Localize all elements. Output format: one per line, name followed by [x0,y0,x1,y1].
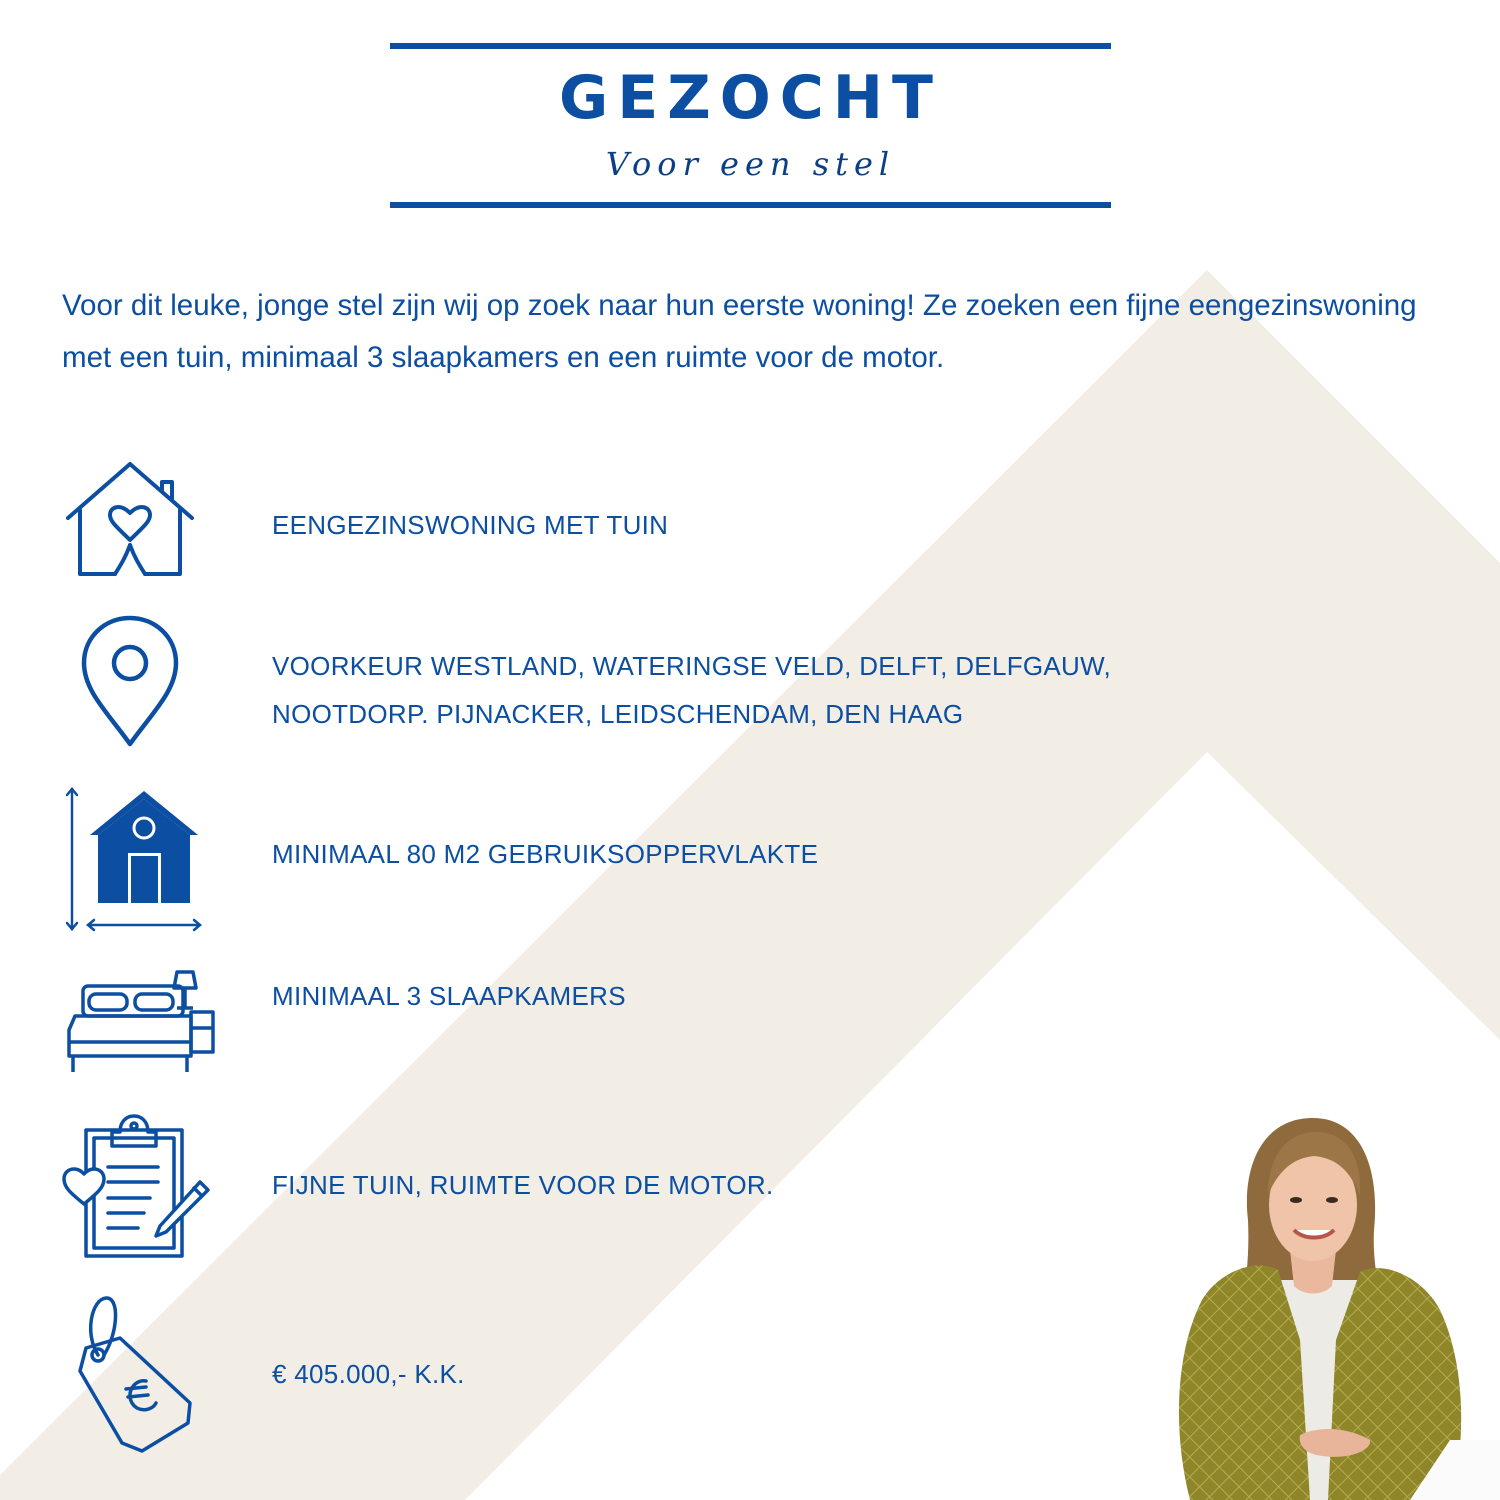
house-heart-icon [60,460,200,585]
feature-label: MINIMAAL 80 M2 GEBRUIKSOPPERVLAKTE [272,839,819,869]
page-subtitle: Voor een stel [605,145,896,183]
feature-label-line: NOOTDORP. PIJNACKER, LEIDSCHENDAM, DEN HAAG [272,699,964,729]
header-rule-top [390,43,1111,49]
bedroom-icon [63,968,218,1078]
agent-portrait-photo [1150,1100,1500,1500]
feature-label: MINIMAAL 3 SLAAPKAMERS [272,981,626,1011]
feature-label: EENGEZINSWONING MET TUIN [272,510,669,540]
header-rule-bottom [390,202,1111,208]
location-pin-icon [78,613,182,749]
euro-price-tag-icon [70,1293,200,1458]
clipboard-heart-icon [60,1112,210,1260]
feature-label: FIJNE TUIN, RUIMTE VOOR DE MOTOR. [272,1170,774,1200]
intro-paragraph: Voor dit leuke, jonge stel zijn wij op zoek naar hun eerste woning! Ze zoeken een fijne eengezinswoning met een tuin, minimaal 3 slaapkamers en een ruimte voor de motor. [62,289,1417,374]
page-title: GEZOCHT [559,63,942,133]
feature-label-line: VOORKEUR WESTLAND, WATERINGSE VELD, DELFT, DELFGAUW, [272,651,1112,681]
feature-label: € 405.000,- K.K. [272,1359,465,1389]
house-dimensions-icon [62,785,207,935]
